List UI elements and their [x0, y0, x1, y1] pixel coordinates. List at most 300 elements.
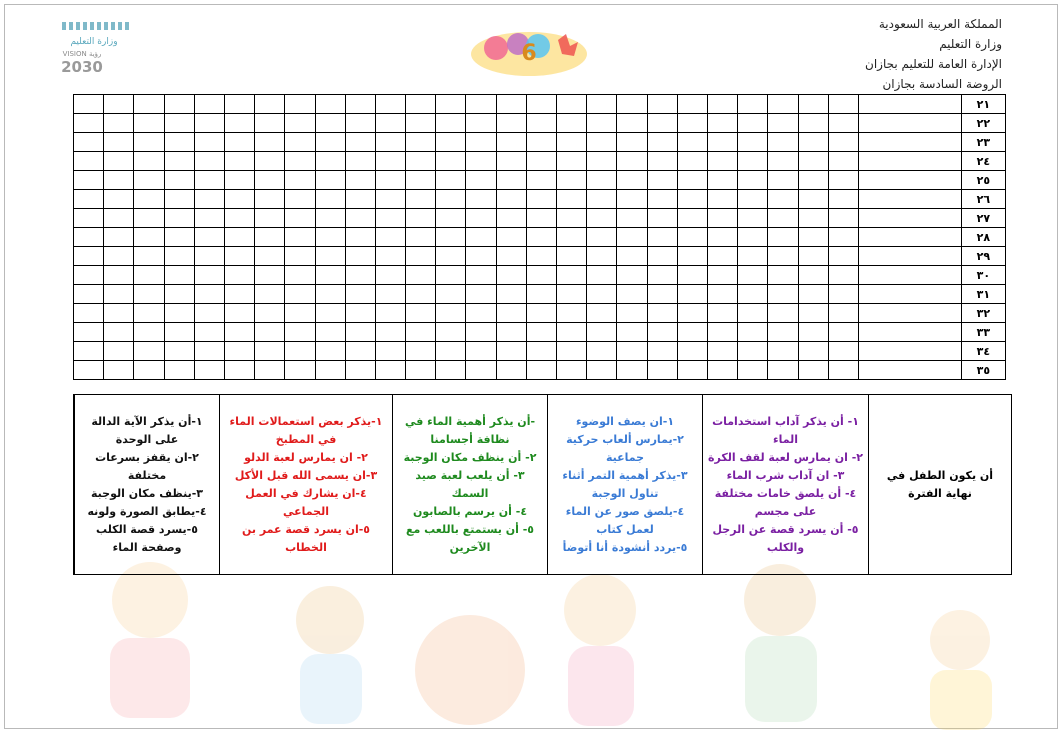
grid-cell — [798, 285, 828, 304]
grid-cell — [74, 266, 104, 285]
grid-cell — [255, 114, 285, 133]
grid-cell — [406, 171, 436, 190]
grid-row — [74, 209, 1006, 228]
grid-cell — [798, 361, 828, 380]
grid-cell — [768, 152, 798, 171]
grid-cell — [224, 247, 254, 266]
grid-cell — [375, 152, 405, 171]
grid-cell — [828, 266, 858, 285]
outcome-item: ٤- أن يلصق خامات مختلفة على مجسم — [714, 486, 857, 518]
grid-cell — [194, 171, 224, 190]
grid-cell — [315, 133, 345, 152]
grid-cell — [677, 114, 707, 133]
grid-cell — [255, 247, 285, 266]
grid-cell — [496, 285, 526, 304]
grid-cell — [74, 209, 104, 228]
grid-row — [74, 304, 1006, 323]
grid-cell — [406, 114, 436, 133]
grid-cell — [285, 285, 315, 304]
grid-cell — [496, 95, 526, 114]
grid-cell — [134, 247, 164, 266]
grid-cell — [285, 171, 315, 190]
grid-cell — [134, 304, 164, 323]
grid-cell — [134, 114, 164, 133]
grid-cell — [345, 228, 375, 247]
grid-cell — [768, 228, 798, 247]
grid-row — [74, 361, 1006, 380]
grid-cell — [587, 209, 617, 228]
grid-cell — [134, 133, 164, 152]
grid-cell — [768, 304, 798, 323]
grid-cell — [436, 152, 466, 171]
grid-cell — [647, 209, 677, 228]
grid-row — [74, 247, 1006, 266]
outcome-column-2-list — [552, 397, 698, 572]
grid-cell — [285, 114, 315, 133]
header-line-kingdom: المملكة العربية السعودية — [878, 17, 1002, 31]
grid-cell — [557, 209, 587, 228]
outcome-item: ٣-يذكر أهمية التمر أثناء تناول الوجبة — [562, 468, 688, 500]
header-text-block — [865, 14, 1002, 94]
grid-cell — [224, 190, 254, 209]
grid-cell — [466, 114, 496, 133]
grid-cell — [436, 209, 466, 228]
grid-cell — [104, 171, 134, 190]
grid-cell — [798, 95, 828, 114]
outcome-item: ٥-يسرد قصة الكلب وصفحة الماء — [96, 522, 198, 554]
grid-cell — [738, 114, 768, 133]
grid-cell — [828, 247, 858, 266]
grid-cell — [587, 323, 617, 342]
grid-cell — [194, 209, 224, 228]
grid-cell — [104, 323, 134, 342]
grid-cell — [707, 323, 737, 342]
grid-cell — [647, 114, 677, 133]
grid-cell — [526, 361, 556, 380]
grid-cell — [557, 361, 587, 380]
grid-cell — [798, 323, 828, 342]
grid-cell — [375, 247, 405, 266]
row-number: ٢٧ — [961, 209, 1005, 228]
grid-cell — [647, 323, 677, 342]
grid-cell — [647, 247, 677, 266]
grid-cell — [587, 304, 617, 323]
grid-cell — [406, 247, 436, 266]
grid-row — [74, 266, 1006, 285]
grid-cell — [647, 342, 677, 361]
grid-cell — [557, 247, 587, 266]
grid-cell — [647, 285, 677, 304]
grid-cell — [707, 247, 737, 266]
grid-cell — [617, 361, 647, 380]
grid-cell — [406, 228, 436, 247]
grid-row — [74, 228, 1006, 247]
grid-cell — [315, 209, 345, 228]
svg-text:6: 6 — [521, 41, 537, 66]
grid-cell — [858, 323, 961, 342]
grid-row — [74, 323, 1006, 342]
outcome-item: -أن يذكر أهمية الماء في نظافة أجسامنا — [404, 414, 536, 446]
grid-cell — [194, 228, 224, 247]
grid-cell — [164, 361, 194, 380]
grid-cell — [194, 95, 224, 114]
grid-cell — [466, 304, 496, 323]
grid-cell — [677, 152, 707, 171]
grid-cell — [134, 95, 164, 114]
grid-cell — [828, 285, 858, 304]
grid-cell — [496, 342, 526, 361]
grid-cell — [768, 209, 798, 228]
grid-cell — [194, 304, 224, 323]
grid-cell — [707, 209, 737, 228]
grid-cell — [406, 152, 436, 171]
evaluation-grid — [73, 94, 1006, 380]
grid-cell — [526, 323, 556, 342]
outcome-item: ٢-يمارس ألعاب حركية جماعية — [566, 432, 684, 464]
grid-cell — [526, 95, 556, 114]
grid-cell — [285, 266, 315, 285]
grid-cell — [375, 361, 405, 380]
grid-cell — [858, 285, 961, 304]
grid-cell — [255, 266, 285, 285]
grid-cell — [496, 114, 526, 133]
row-number: ٣٣ — [961, 323, 1005, 342]
grid-cell — [526, 133, 556, 152]
grid-cell — [345, 171, 375, 190]
grid-cell — [406, 209, 436, 228]
grid-cell — [526, 342, 556, 361]
grid-cell — [285, 361, 315, 380]
grid-cell — [557, 266, 587, 285]
grid-cell — [707, 190, 737, 209]
kindergarten-logo — [466, 26, 592, 78]
grid-cell — [74, 190, 104, 209]
grid-cell — [164, 152, 194, 171]
row-number: ٢١ — [961, 95, 1005, 114]
grid-row — [74, 285, 1006, 304]
grid-cell — [496, 133, 526, 152]
grid-cell — [707, 114, 737, 133]
grid-cell — [798, 247, 828, 266]
row-number: ٢٢ — [961, 114, 1005, 133]
outcome-label-cell — [868, 395, 1011, 574]
outcome-item: ٤-ان يشارك في العمل الجماعي — [245, 486, 367, 518]
grid-cell — [375, 342, 405, 361]
outcome-column-1-list — [707, 397, 864, 572]
grid-cell — [164, 190, 194, 209]
grid-cell — [707, 171, 737, 190]
grid-cell — [858, 266, 961, 285]
grid-cell — [406, 323, 436, 342]
grid-cell — [345, 95, 375, 114]
grid-cell — [164, 133, 194, 152]
grid-cell — [285, 228, 315, 247]
grid-cell — [315, 152, 345, 171]
grid-cell — [315, 342, 345, 361]
grid-cell — [104, 361, 134, 380]
grid-cell — [828, 361, 858, 380]
grid-cell — [738, 190, 768, 209]
row-number: ٢٨ — [961, 228, 1005, 247]
grid-cell — [164, 266, 194, 285]
grid-cell — [798, 171, 828, 190]
grid-cell — [617, 133, 647, 152]
grid-cell — [194, 361, 224, 380]
grid-cell — [828, 228, 858, 247]
grid-cell — [74, 114, 104, 133]
grid-cell — [557, 228, 587, 247]
grid-cell — [436, 323, 466, 342]
grid-cell — [677, 190, 707, 209]
grid-cell — [194, 342, 224, 361]
grid-cell — [436, 304, 466, 323]
grid-cell — [677, 285, 707, 304]
grid-cell — [557, 190, 587, 209]
grid-cell — [255, 152, 285, 171]
outcome-item: ٥-ان يسرد قصة عمر بن الخطاب — [241, 522, 371, 554]
grid-cell — [496, 304, 526, 323]
grid-cell — [375, 285, 405, 304]
grid-cell — [255, 228, 285, 247]
grid-cell — [436, 266, 466, 285]
grid-cell — [496, 171, 526, 190]
grid-cell — [406, 133, 436, 152]
outcome-label: أن يكون الطفل في نهاية الفترة — [886, 468, 994, 500]
grid-cell — [194, 133, 224, 152]
outcome-column-4-list — [224, 397, 388, 572]
grid-cell — [798, 228, 828, 247]
grid-cell — [224, 228, 254, 247]
outcome-item: ٢- ان يمارس لعبة لقف الكرة — [707, 450, 864, 464]
grid-cell — [557, 114, 587, 133]
grid-cell — [134, 342, 164, 361]
grid-cell — [738, 95, 768, 114]
grid-cell — [345, 361, 375, 380]
grid-cell — [526, 228, 556, 247]
grid-cell — [647, 361, 677, 380]
grid-cell — [707, 133, 737, 152]
grid-cell — [74, 323, 104, 342]
grid-cell — [224, 285, 254, 304]
grid-cell — [224, 266, 254, 285]
outcome-item: ٢- أن ينظف مكان الوجبة — [403, 450, 537, 464]
grid-cell — [315, 247, 345, 266]
grid-cell — [557, 95, 587, 114]
row-number: ٣٥ — [961, 361, 1005, 380]
grid-cell — [496, 152, 526, 171]
grid-cell — [496, 323, 526, 342]
grid-cell — [164, 171, 194, 190]
grid-cell — [194, 247, 224, 266]
grid-cell — [466, 133, 496, 152]
grid-cell — [255, 133, 285, 152]
grid-row — [74, 342, 1006, 361]
row-number: ٢٩ — [961, 247, 1005, 266]
grid-cell — [164, 209, 194, 228]
grid-cell — [587, 228, 617, 247]
grid-cell — [677, 247, 707, 266]
grid-cell — [466, 266, 496, 285]
grid-cell — [104, 152, 134, 171]
grid-cell — [858, 228, 961, 247]
grid-cell — [104, 266, 134, 285]
grid-cell — [466, 209, 496, 228]
grid-cell — [768, 361, 798, 380]
grid-cell — [768, 190, 798, 209]
grid-cell — [224, 95, 254, 114]
grid-cell — [738, 323, 768, 342]
grid-cell — [164, 342, 194, 361]
grid-cell — [315, 190, 345, 209]
grid-cell — [768, 342, 798, 361]
grid-cell — [858, 342, 961, 361]
grid-cell — [828, 95, 858, 114]
grid-cell — [858, 304, 961, 323]
grid-cell — [345, 114, 375, 133]
grid-cell — [104, 209, 134, 228]
grid-cell — [557, 133, 587, 152]
outcome-column-3 — [392, 395, 547, 574]
grid-row — [74, 171, 1006, 190]
outcome-column-2 — [547, 395, 702, 574]
grid-cell — [255, 323, 285, 342]
grid-cell — [164, 285, 194, 304]
outcome-item: ٣-ينظف مكان الوجبة — [91, 486, 203, 500]
grid-cell — [677, 171, 707, 190]
grid-cell — [255, 361, 285, 380]
grid-cell — [104, 247, 134, 266]
grid-cell — [617, 323, 647, 342]
grid-cell — [466, 190, 496, 209]
grid-cell — [436, 247, 466, 266]
grid-cell — [677, 95, 707, 114]
grid-cell — [828, 133, 858, 152]
grid-cell — [164, 304, 194, 323]
grid-cell — [194, 285, 224, 304]
grid-cell — [798, 266, 828, 285]
grid-cell — [164, 247, 194, 266]
grid-cell — [406, 266, 436, 285]
grid-cell — [738, 266, 768, 285]
grid-cell — [858, 209, 961, 228]
grid-cell — [526, 209, 556, 228]
grid-cell — [466, 228, 496, 247]
grid-cell — [858, 133, 961, 152]
vision-year-text: 2030 — [61, 58, 103, 76]
grid-cell — [315, 114, 345, 133]
grid-cell — [647, 95, 677, 114]
grid-cell — [617, 152, 647, 171]
grid-row — [74, 133, 1006, 152]
grid-cell — [587, 171, 617, 190]
outcome-item: ٢-ان يقفز بسرعات مختلفة — [95, 450, 199, 482]
grid-cell — [104, 114, 134, 133]
grid-cell — [858, 247, 961, 266]
grid-cell — [707, 95, 737, 114]
grid-cell — [375, 228, 405, 247]
grid-cell — [375, 190, 405, 209]
row-number: ٢٦ — [961, 190, 1005, 209]
grid-cell — [104, 304, 134, 323]
grid-cell — [617, 247, 647, 266]
grid-cell — [255, 190, 285, 209]
grid-cell — [828, 209, 858, 228]
grid-cell — [707, 361, 737, 380]
grid-cell — [707, 304, 737, 323]
grid-cell — [104, 285, 134, 304]
grid-cell — [557, 304, 587, 323]
grid-cell — [285, 323, 315, 342]
grid-cell — [768, 285, 798, 304]
grid-cell — [677, 133, 707, 152]
grid-cell — [707, 285, 737, 304]
grid-cell — [285, 342, 315, 361]
grid-cell — [74, 285, 104, 304]
grid-cell — [798, 152, 828, 171]
grid-cell — [255, 342, 285, 361]
grid-cell — [738, 342, 768, 361]
grid-cell — [828, 114, 858, 133]
grid-cell — [858, 190, 961, 209]
outcome-item: ٥-يردد أنشودة أنا أتوضأ — [562, 540, 688, 554]
grid-cell — [194, 190, 224, 209]
grid-cell — [466, 247, 496, 266]
grid-cell — [255, 95, 285, 114]
grid-cell — [285, 152, 315, 171]
grid-cell — [587, 342, 617, 361]
grid-row — [74, 95, 1006, 114]
grid-cell — [798, 342, 828, 361]
grid-cell — [526, 171, 556, 190]
grid-cell — [224, 342, 254, 361]
grid-cell — [617, 190, 647, 209]
grid-cell — [164, 114, 194, 133]
grid-cell — [315, 228, 345, 247]
grid-cell — [828, 323, 858, 342]
row-number: ٣١ — [961, 285, 1005, 304]
grid-cell — [436, 361, 466, 380]
outcome-item: ٤-يطابق الصورة ولونه — [87, 504, 207, 518]
grid-cell — [134, 266, 164, 285]
grid-cell — [496, 266, 526, 285]
grid-cell — [466, 171, 496, 190]
outcome-column-3-list — [397, 397, 543, 572]
grid-cell — [677, 342, 707, 361]
grid-cell — [285, 190, 315, 209]
grid-cell — [375, 95, 405, 114]
grid-cell — [74, 361, 104, 380]
grid-cell — [436, 95, 466, 114]
grid-cell — [224, 171, 254, 190]
grid-cell — [345, 323, 375, 342]
grid-cell — [315, 285, 345, 304]
grid-cell — [74, 228, 104, 247]
grid-cell — [707, 152, 737, 171]
grid-cell — [557, 323, 587, 342]
grid-cell — [224, 152, 254, 171]
grid-cell — [466, 323, 496, 342]
grid-cell — [224, 114, 254, 133]
grid-cell — [617, 95, 647, 114]
grid-cell — [466, 361, 496, 380]
grid-cell — [345, 190, 375, 209]
grid-cell — [496, 209, 526, 228]
grid-cell — [587, 152, 617, 171]
grid-cell — [375, 209, 405, 228]
grid-cell — [738, 171, 768, 190]
grid-cell — [134, 209, 164, 228]
grid-cell — [677, 323, 707, 342]
